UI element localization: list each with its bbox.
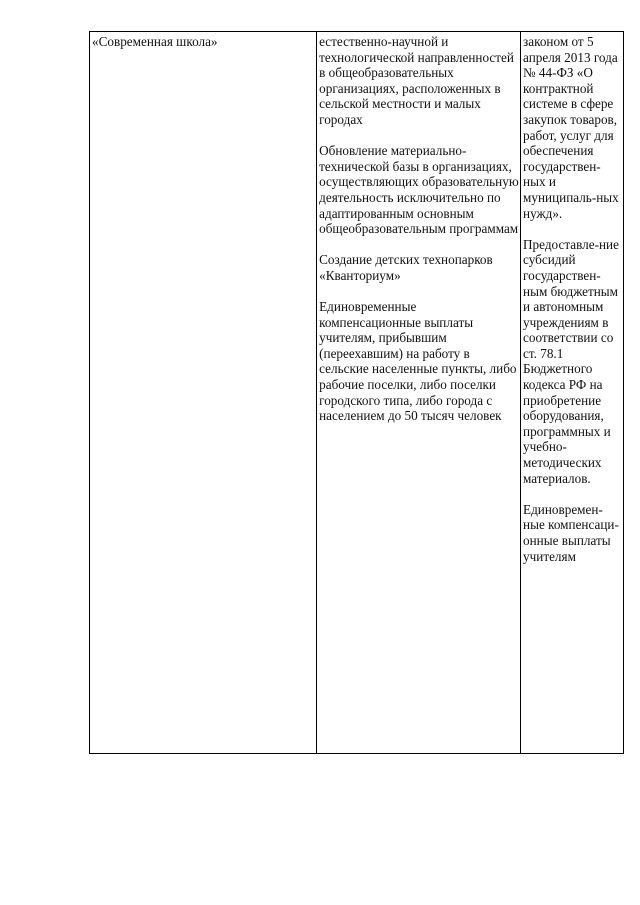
mechanism-paragraph: Единовремен-ные компенсаци-онные выплаты учителям bbox=[523, 501, 619, 564]
mechanism-paragraph: законом от 5 апреля 2013 года № 44-ФЗ «О контрактной системе в сфере закупок товаров, работ, услуг для обеспечения государствен-ных и муниципаль-ных нужд». bbox=[523, 34, 619, 221]
activity-paragraph: Создание детских технопарков «Кванториум» bbox=[319, 252, 493, 283]
table-row bbox=[90, 32, 624, 754]
program-name-cell bbox=[90, 32, 317, 754]
activity-paragraph: Обновление материально-технической базы в организациях, осуществляющих образовательную деятельность исключительно по адаптированным основным общеобразовательным программам bbox=[319, 143, 519, 237]
mechanism-paragraph: Предоставле-ние субсидий государствен-ным бюджетным и автономным учреждениям в соответствии со ст. 78.1 Бюджетного кодекса РФ на приобретение оборудования, программных и учебно-методических материалов. bbox=[523, 236, 619, 486]
activity-paragraph: Единовременные компенсационные выплаты учителям, прибывшим (переехавшим) на работу в сельские населенные пункты, либо рабочие поселки, либо поселки городского типа, либо города с населением до 50 тысяч человек bbox=[319, 299, 517, 424]
mechanism-cell bbox=[521, 32, 624, 754]
document-table bbox=[89, 31, 624, 754]
activity-paragraph: естественно-научной и технологической направленностей в общеобразовательных организациях, расположенных в сельской местности и малых городах bbox=[319, 34, 514, 127]
activities-cell bbox=[317, 32, 521, 754]
program-name: «Современная школа» bbox=[92, 34, 218, 49]
